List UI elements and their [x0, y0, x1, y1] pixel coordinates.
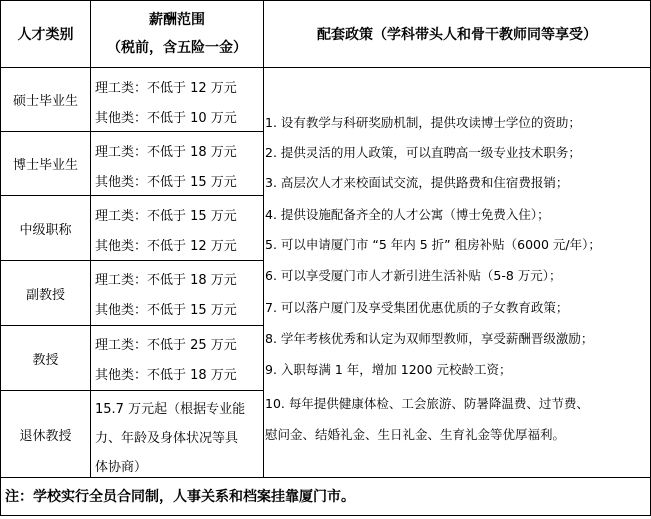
salary-line: 其他类：不低于 18 万元 [95, 368, 237, 383]
header-policy: 配套政策（学科带头人和骨干教师同等享受） [317, 27, 597, 43]
policy-item: 5. 可以申请厦门市 “5 年内 5 折” 租房补贴（6000 元/年）； [265, 237, 601, 252]
salary-line: 理工类：不低于 12 万元 [95, 81, 237, 96]
policy-item: 8. 学年考核优秀和认定为双师型教师，享受薪酬晋级激励； [265, 331, 594, 346]
policy-item: 2. 提供灵活的用人政策，可以直聘高一级专业技术职务； [265, 145, 581, 160]
salary-line: 力、年龄及身体状况等具 [95, 431, 239, 446]
category-cell: 教授 [32, 352, 59, 368]
salary-line: 理工类：不低于 15 万元 [95, 209, 237, 224]
policy-item: 4. 提供设施配备齐全的人才公寓（博士免费入住）； [265, 207, 550, 222]
salary-line: 其他类：不低于 10 万元 [95, 111, 237, 126]
salary-line: 其他类：不低于 15 万元 [95, 303, 237, 318]
category-cell: 退休教授 [19, 428, 72, 444]
policy-item: 3. 高层次人才来校面试交流，提供路费和住宿费报销； [265, 175, 569, 190]
salary-line: 理工类：不低于 18 万元 [95, 273, 237, 288]
salary-line: 理工类：不低于 25 万元 [95, 338, 237, 353]
salary-line: 其他类：不低于 15 万元 [95, 175, 237, 190]
salary-line: 理工类：不低于 18 万元 [95, 145, 237, 160]
policy-item: 慰问金、结婚礼金、生日礼金、生育礼金等优厚福利。 [265, 427, 566, 442]
header-salary-title: 薪酬范围 [149, 12, 205, 28]
category-cell: 硕士毕业生 [12, 94, 78, 109]
salary-line: 体协商） [95, 460, 148, 475]
policy-item: 6. 可以享受厦门市人才新引进生活补贴（5-8 万元）； [265, 268, 562, 283]
header-category: 人才类别 [17, 27, 74, 43]
policy-item: 10. 每年提供健康体检、工会旅游、防暑降温费、过节费、 [265, 396, 589, 411]
category-cell: 副教授 [25, 287, 65, 303]
policy-item: 9. 入职每满 1 年，增加 1200 元校龄工资； [265, 362, 512, 377]
category-cell: 中级职称 [19, 222, 72, 238]
header-salary-subtitle: （税前，含五险一金） [107, 40, 247, 56]
salary-line: 其他类：不低于 12 万元 [95, 239, 237, 254]
category-cell: 博士毕业生 [12, 158, 78, 173]
policy-item: 1. 设有教学与科研奖励机制，提供攻读博士学位的资助； [265, 115, 581, 130]
policy-item: 7. 可以落户厦门及享受集团优惠优质的子女教育政策； [265, 300, 569, 315]
footnote: 注：学校实行全员合同制，人事关系和档案挂靠厦门市。 [5, 489, 355, 505]
salary-line: 15.7 万元起（根据专业能 [95, 402, 246, 417]
